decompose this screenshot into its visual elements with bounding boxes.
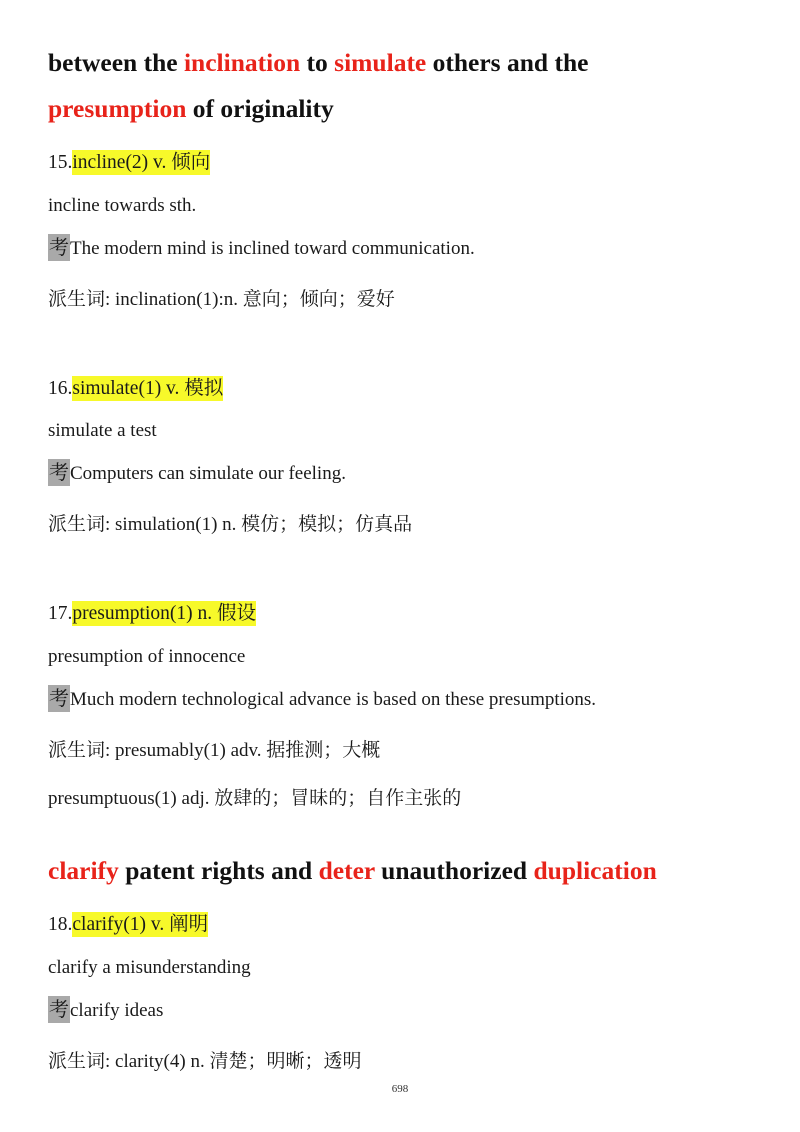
entry-word-highlight: presumption(1) n. 假设 — [72, 603, 256, 624]
entry-word-highlight: clarify(1) v. 阐明 — [72, 914, 209, 935]
heading-keyword: clarify — [48, 856, 119, 885]
entry-16-phrase: simulate a test — [48, 420, 157, 441]
entry-number: 18. — [48, 914, 73, 935]
entry-15-example — [48, 234, 475, 261]
entry-word-highlight: incline(2) v. 倾向 — [72, 152, 211, 173]
entry-number: 17. — [48, 603, 73, 624]
exam-tag: 考 — [49, 235, 69, 259]
exam-tag: 考 — [49, 997, 69, 1021]
entry-18-title — [48, 908, 208, 936]
entry-16-title — [48, 372, 223, 400]
entry-17-phrase: presumption of innocence — [48, 646, 246, 667]
entry-17-example — [48, 685, 596, 712]
example-sentence: clarify ideas — [70, 1000, 164, 1021]
entry-word-highlight: simulate(1) v. 模拟 — [72, 378, 224, 399]
exam-tag: 考 — [49, 686, 69, 710]
section-heading-1-cont — [48, 94, 334, 124]
heading-keyword: deter — [318, 856, 375, 885]
heading-keyword: inclination — [183, 48, 301, 77]
entry-18-example — [48, 996, 163, 1023]
page-number: 698 — [391, 1083, 409, 1095]
heading-text: of originality — [186, 94, 334, 123]
section-heading-1 — [48, 48, 588, 78]
entry-number: 16. — [48, 378, 73, 399]
entry-18-derived: 派生词: clarity(4) n. 清楚；明晰；透明 — [48, 1051, 362, 1072]
entry-18-phrase: clarify a misunderstanding — [48, 957, 251, 978]
entry-15-derived: 派生词: inclination(1):n. 意向；倾向；爱好 — [48, 289, 395, 310]
heading-text: others and the — [426, 48, 589, 77]
heading-text: unauthorized — [374, 856, 534, 885]
heading-text: patent rights and — [118, 856, 319, 885]
entry-17-title — [48, 597, 256, 625]
heading-keyword: presumption — [48, 94, 187, 123]
heading-text: between the — [48, 48, 184, 77]
heading-keyword: simulate — [334, 48, 427, 77]
example-sentence: Computers can simulate our feeling. — [70, 463, 346, 484]
example-sentence: The modern mind is inclined toward communication. — [70, 238, 475, 259]
heading-text: to — [300, 48, 335, 77]
entry-number: 15. — [48, 152, 73, 173]
exam-tag: 考 — [49, 460, 69, 484]
entry-16-derived: 派生词: simulation(1) n. 模仿；模拟；仿真品 — [48, 514, 413, 535]
entry-15-title — [48, 146, 210, 174]
example-sentence: Much modern technological advance is based on these presumptions. — [70, 689, 597, 710]
entry-16-example — [48, 459, 346, 486]
section-heading-2 — [48, 856, 657, 886]
entry-17-derived-2: presumptuous(1) adj. 放肆的；冒昧的；自作主张的 — [48, 788, 462, 809]
entry-15-phrase: incline towards sth. — [48, 195, 197, 216]
entry-17-derived: 派生词: presumably(1) adv. 据推测；大概 — [48, 740, 381, 761]
heading-keyword: duplication — [533, 856, 657, 885]
